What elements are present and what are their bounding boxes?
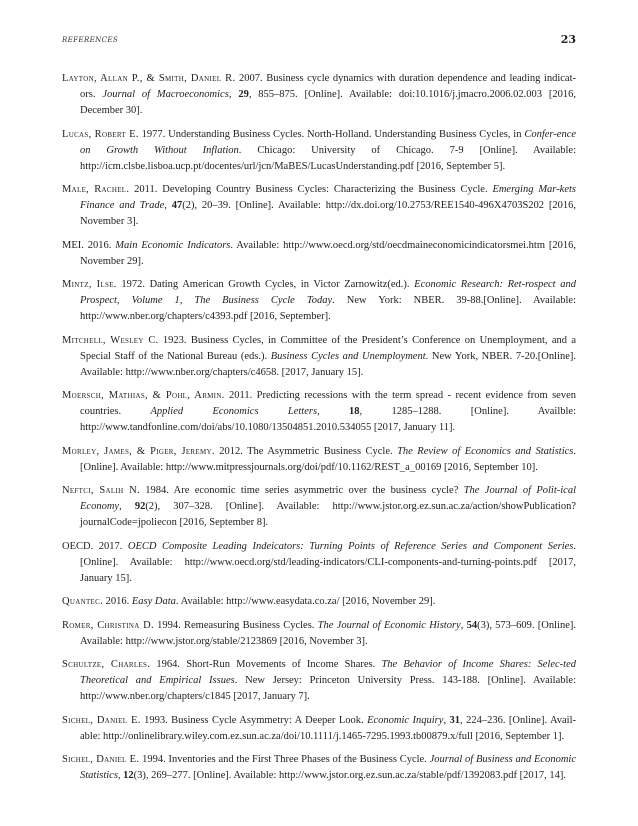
ref-text: 2012. The Asymmetric Business Cycle.	[214, 445, 398, 457]
ref-authors: Sichel, Daniel E.	[62, 754, 140, 765]
ref-text: 2011. Developing Country Business Cycles: Characterizing the Business Cycle.	[129, 184, 493, 195]
ref-tail: (3), 573–609. [Online]. Available: http://www.jstor.org/stable/2123869 [2016, November 3].	[80, 619, 576, 647]
ref-tail: . [Online]. Available: http://www.mitpressjournals.org/doi/pdf/10.1162/REST_a_00169 [2016, September 10].	[80, 445, 576, 473]
page-header	[62, 33, 576, 49]
ref-text: 1977. Understanding Business Cycles. North-Holland. Understanding Business Cycles, in	[138, 128, 525, 140]
ref-journal: Journal of Business and Economic Statistics	[80, 754, 576, 781]
ref-text: 2011. Predicting recessions with the term spread - recent evidence from seven countries.	[80, 390, 576, 417]
ref-journal: Easy Data	[131, 596, 176, 607]
ref-text: 2016.	[83, 239, 116, 251]
ref-journal: Applied Economics Letters	[150, 406, 318, 417]
ref-journal: Emerging Mar-kets Finance and Trade	[80, 184, 577, 211]
ref-volume: 18	[349, 406, 360, 417]
ref-tail: . New Jersey: Princeton University Press. 143-188. [Online]. Available: http://www.nber.org/chapters/c1845 [2017, January 7].	[80, 675, 576, 702]
ref-tail: , 1285–1288. [Online]. Availble: http://www.tandfonline.com/doi/abs/10.1080/13504851.2010.534055 [2017, January 11].	[80, 406, 576, 433]
ref-text: 1994. Remeasuring Business Cycles.	[153, 619, 318, 631]
reference-entry: Neftci, Salih N. 1984. Are economic time series asymmetric over the business cycle? The Journal of Polit-ical Economy, 92(2), 307–328. [Online]. Available: http://www.jstor.org.ez.sun.ac.za/action/showPublication?journalCode=jpoliecon [2016, September 8].	[62, 485, 577, 528]
ref-volume: 12	[123, 770, 134, 781]
ref-authors: Quantec.	[62, 596, 103, 607]
ref-text: 2016.	[103, 596, 132, 607]
ref-authors: Neftci, Salih N.	[62, 485, 140, 496]
ref-text: 1984. Are economic time series asymmetric over the business cycle?	[139, 485, 464, 496]
ref-text: 1972. Dating American Growth Cycles, in Victor Zarnowitz(ed.).	[116, 279, 415, 290]
ref-volume: 31	[449, 714, 461, 726]
reference-entry	[62, 539, 576, 587]
ref-authors: Moersch, Mathias, & Pohl, Armin.	[62, 390, 225, 401]
ref-tail: . New York, NBER. 7-20.[Online]. Available: http://www.nber.org/chapters/c4658. [2017, January 15].	[80, 350, 576, 378]
ref-volume: 54	[466, 619, 478, 631]
ref-tail: . Available: http://www.oecd.org/std/oecdmaineconomicindicatorsmei.htm [2016, November 29].	[80, 239, 577, 267]
ref-text: 1964. Short-Run Movements of Income Shares.	[150, 659, 382, 670]
reference-entry	[62, 444, 576, 476]
ref-tail: . New York: NBER. 39-88.[Online]. Available: http://www.nber.org/chapters/c4393.pdf [2016, September].	[80, 295, 576, 322]
ref-text: 2007. Business cycle dynamics with duration dependence and leading indicat-ors.	[80, 73, 577, 100]
reference-entry: Sichel, Daniel E. 1993. Business Cycle Asymmetry: A Deeper Look. Economic Inquiry, 31, 224–236. [Online]. Avail-able: http://onlinelibrary.wiley.com.ez.sun.ac.za/doi/10.1111/j.1465-7295.1993.tb00879.x/full [2016, September 1].	[62, 714, 576, 742]
reference-entry	[62, 657, 576, 705]
reference-entry	[62, 333, 576, 381]
ref-text: 2017.	[93, 540, 128, 552]
ref-tail: . Chicago: University of Chicago. 7-9 [Online]. Available: http://icm.clsbe.lisboa.ucp.pt/docentes/url/jcn/MaBES/LucasUnderstanding.pdf [2016, September 5].	[80, 144, 576, 172]
ref-text: 1994. Inventories and the First Three Phases of the Business Cycle.	[139, 754, 430, 765]
reference-list	[62, 71, 576, 792]
reference-entry: Romer, Christina D. 1994. Remeasuring Business Cycles. The Journal of Economic History, 54(3), 573–609. [Online]. Available: http://www.jstor.org/stable/2123869 [2016, November 3].	[62, 619, 576, 647]
ref-authors: Male, Rachel.	[62, 184, 130, 195]
reference-entry: Layton, Allan P., & Smith, Daniel R. 2007. Business cycle dynamics with duration dependence and leading indicat-ors. Journal of Macroeconomics, 29, 855–875. [Online]. Available: doi:10.1016/j.jmacro.2006.02.003 [2016, December 30].	[62, 73, 577, 116]
ref-authors: Mitchell, Wesley C.	[62, 334, 159, 346]
ref-journal: The Behavior of Income Shares: Selec-ted Theoretical and Empirical Issues	[80, 659, 576, 686]
reference-entry	[62, 277, 576, 325]
ref-authors: Sichel, Daniel E.	[62, 714, 141, 726]
page-number: 23	[560, 33, 576, 46]
reference-entry	[62, 127, 576, 175]
ref-authors: Morley, James, & Piger, Jeremy.	[62, 445, 215, 457]
ref-tail: (2), 307–328. [Online]. Available: http://www.jstor.org.ez.sun.ac.za/action/showPublication?journalCode=jpoliecon [2016, September 8].	[80, 501, 577, 528]
ref-tail: . Available: http://www.easydata.co.za/ [2016, November 29].	[175, 596, 436, 607]
ref-volume: 29	[238, 89, 249, 100]
ref-authors: OECD.	[62, 540, 94, 552]
ref-journal: Journal of Macroeconomics	[102, 89, 229, 100]
ref-journal: The Journal of Polit-ical Economy	[80, 485, 576, 512]
ref-tail: , 855–875. [Online]. Available: doi:10.1016/j.jmacro.2006.02.003 [2016, December 30].	[80, 89, 577, 116]
ref-text: 1993. Business Cycle Asymmetry: A Deeper Look.	[140, 714, 368, 726]
ref-journal: The Review of Economics and Statistics	[397, 445, 574, 457]
running-head: REFERENCES	[62, 36, 119, 44]
ref-journal: The Journal of Economic History	[317, 619, 461, 631]
ref-journal: Main Economic Indicators	[115, 239, 231, 251]
ref-journal: Business Cycles and Unemployment	[270, 350, 426, 362]
ref-authors: Mintz, Ilse.	[62, 279, 117, 290]
ref-journal: Confer-ence on Growth Without Inflation	[80, 128, 577, 156]
reference-entry: Moersch, Mathias, & Pohl, Armin. 2011. Predicting recessions with the term spread - recent evidence from seven countries. Applied Economics Letters, 18, 1285–1288. [Online]. Availble: http://www.tandfonline.com/doi/abs/10.1080/13504851.2010.534055 [2017, January 11].	[62, 390, 576, 433]
ref-journal: Economic Research: Ret-rospect and Prospect, Volume 1, The Business Cycle Today	[80, 279, 576, 306]
ref-authors: Schultze, Charles.	[62, 659, 151, 670]
ref-authors: MEI.	[62, 239, 84, 251]
ref-journal: OECD Composite Leading Indeicators: Turning Points of Reference Series and Component Series	[127, 540, 574, 552]
reference-entry	[62, 238, 576, 270]
ref-volume: 92	[134, 501, 146, 512]
ref-text: 1923. Business Cycles, in Committee of the President’s Conference on Unemployment, and a Special Staff of the National Bureau (eds.).	[80, 334, 576, 362]
ref-tail: (2), 20–39. [Online]. Available: http://dx.doi.org/10.2753/REE1540-496X4703S202 [2016, November 3].	[80, 200, 576, 227]
reference-entry: Male, Rachel. 2011. Developing Country Business Cycles: Characterizing the Business Cycle. Emerging Mar-kets Finance and Trade, 47(2), 20–39. [Online]. Available: http://dx.doi.org/10.2753/REE1540-496X4703S202 [2016, November 3].	[62, 184, 577, 227]
ref-volume: 47	[171, 200, 183, 211]
ref-tail: , 224–236. [Online]. Avail-able: http://onlinelibrary.wiley.com.ez.sun.ac.za/doi/10.1111/j.1465-7295.1993.tb00879.x/full [2016, September 1].	[80, 714, 576, 742]
ref-authors: Lucas, Robert E.	[62, 128, 139, 140]
reference-entry: Sichel, Daniel E. 1994. Inventories and the First Three Phases of the Business Cycle. Journal of Business and Economic Statistics, 12(3), 269–277. [Online]. Available: http://www.jstor.org.ez.sun.ac.za/stable/pdf/1392083.pdf [2017, 14].	[62, 754, 576, 781]
ref-journal: Economic Inquiry	[367, 714, 444, 726]
reference-entry	[62, 594, 576, 610]
ref-authors: Layton, Allan P., & Smith, Daniel R.	[62, 73, 236, 84]
ref-tail: . [Online]. Available: http://www.oecd.org/std/leading-indicators/CLI-components-and-turning-points.pdf [2017, January 15].	[80, 540, 576, 584]
ref-tail: (3), 269–277. [Online]. Available: http://www.jstor.org.ez.sun.ac.za/stable/pdf/1392083.pdf [2017, 14].	[133, 770, 566, 781]
ref-authors: Romer, Christina D.	[62, 619, 154, 631]
